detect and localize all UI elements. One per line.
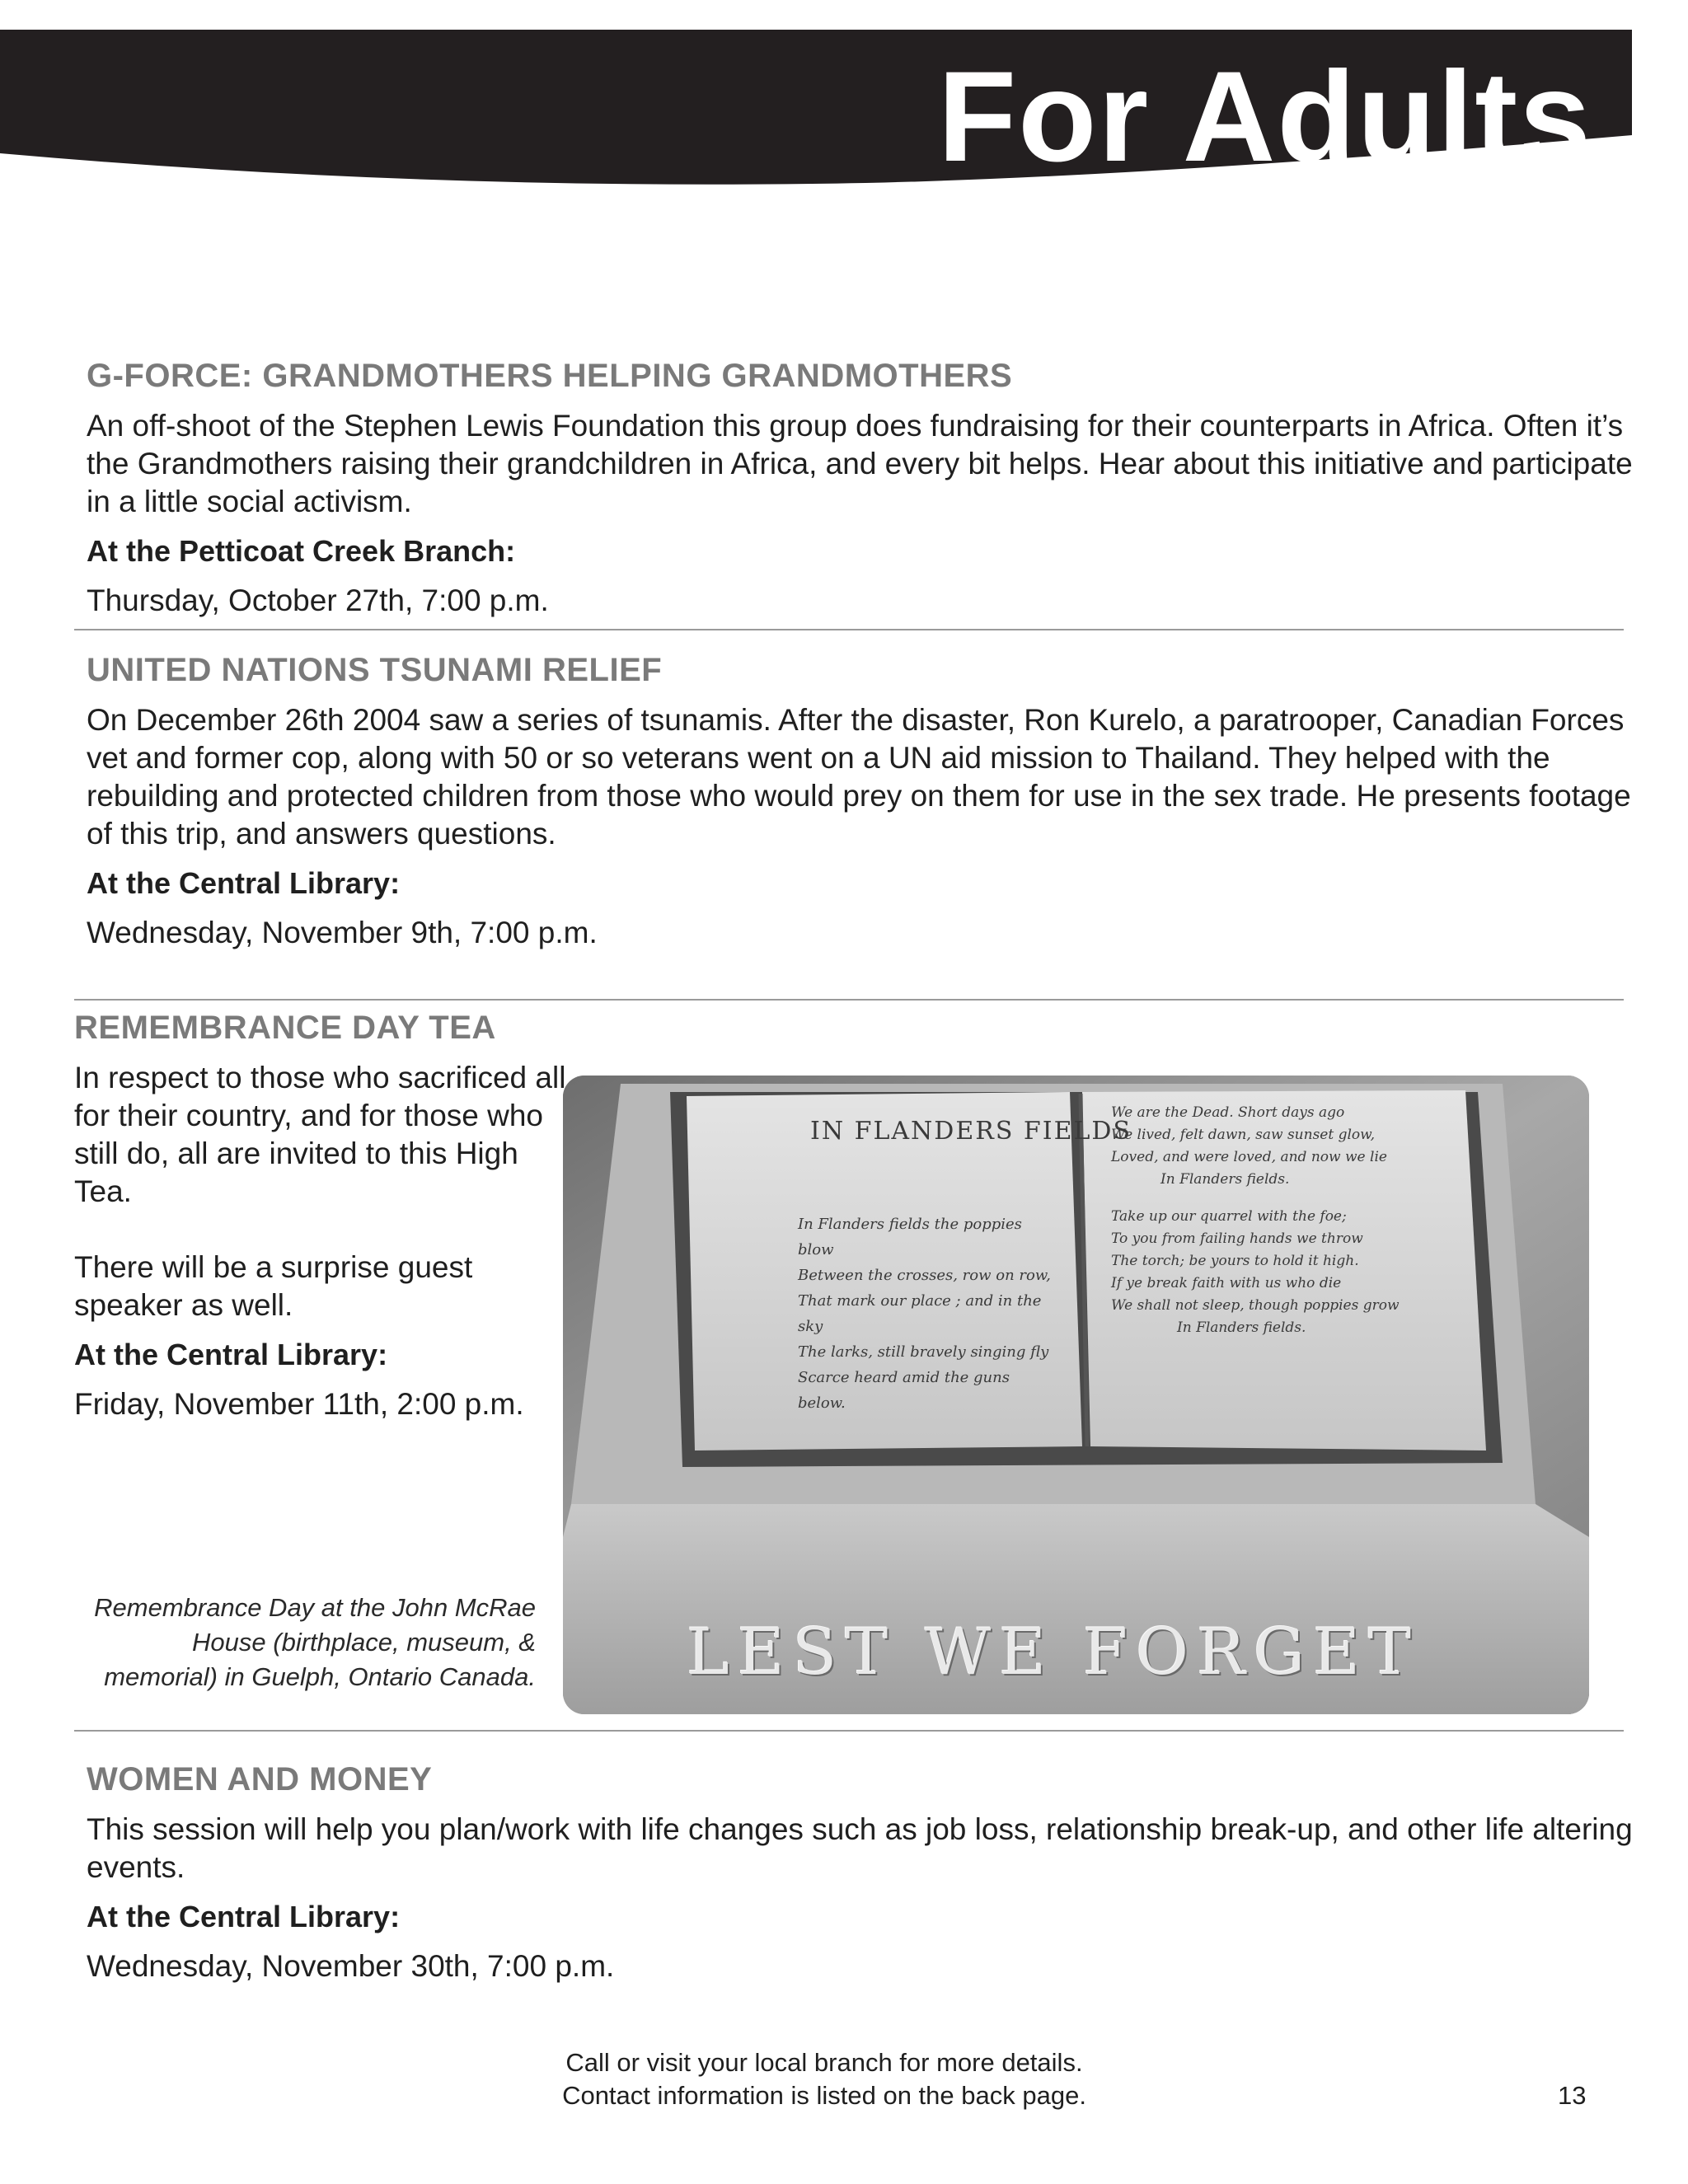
verse-line: Take up our quarrel with the foe;	[1111, 1208, 1347, 1225]
verse-line: We lived, felt dawn, saw sunset glow,	[1111, 1127, 1376, 1143]
divider	[74, 999, 1624, 1001]
event-women-and-money	[87, 1760, 1636, 1985]
book-left-title: IN FLANDERS FIELDS	[810, 1117, 1132, 1146]
divider	[74, 1730, 1624, 1732]
footer	[412, 2046, 1236, 2112]
divider	[74, 629, 1624, 630]
verse-line: In Flanders fields the poppies blow	[798, 1216, 1022, 1258]
footer-line: Call or visit your local branch for more details.	[565, 2048, 1083, 2077]
verse-line: If ye break faith with us who die	[1111, 1275, 1342, 1291]
event-time: Thursday, October 27th, 7:00 p.m.	[87, 583, 549, 617]
event-description: On December 26th 2004 saw a series of tsunamis. After the disaster, Ron Kurelo, a paratrooper, Canadian Forces vet and former cop, along with 50 or so veterans went on a UN aid mission to Thailand. They helped with the rebuilding and protected children from those who would prey on them for use in the sex trade. He presents footage of this trip, and answers questions.	[87, 703, 1631, 851]
verse-line: We shall not sleep, though poppies grow	[1111, 1297, 1400, 1314]
verse-line: In Flanders fields.	[1177, 1319, 1306, 1336]
book-right-verse	[1111, 1102, 1424, 1339]
photo-caption: Remembrance Day at the John McRae House (birthplace, museum, & memorial) in Guelph, Ontario Canada.	[94, 1593, 536, 1691]
event-location: At the Central Library:	[74, 1338, 388, 1371]
verse-line: To you from failing hands we throw	[1111, 1230, 1363, 1247]
verse-line: Scarce heard amid the guns below.	[798, 1369, 1010, 1412]
event-time: Wednesday, November 30th, 7:00 p.m.	[87, 1949, 615, 1983]
verse-line: Loved, and were loved, and now we lie	[1111, 1149, 1387, 1165]
header-banner	[0, 30, 1632, 189]
verse-line: Between the crosses, row on row,	[798, 1267, 1051, 1284]
verse-line: In Flanders fields.	[1160, 1171, 1290, 1188]
event-location: At the Petticoat Creek Branch:	[87, 534, 516, 568]
book-left-verse	[798, 1212, 1062, 1416]
memorial-book-photo	[563, 1076, 1589, 1714]
verse-line: The larks, still bravely singing fly	[798, 1343, 1049, 1361]
event-description: An off-shoot of the Stephen Lewis Foundation this group does fundraising for their counterparts in Africa. Often it’s the Grandmothers raising their grandchildren in Africa, and every bit helps. Hear about this initiative and participate in a little social activism.	[87, 409, 1633, 518]
event-heading: UNITED NATIONS TSUNAMI RELIEF	[87, 652, 663, 688]
verse-line: The torch; be yours to hold it high.	[1111, 1253, 1359, 1269]
event-remembrance-tea	[74, 1008, 569, 1423]
page-title: For Adults	[937, 45, 1592, 189]
memorial-inscription: LEST WE FORGET	[687, 1615, 1419, 1690]
verse-line: That mark our place ; and in the sky	[798, 1292, 1042, 1335]
verse-line: We are the Dead. Short days ago	[1111, 1104, 1345, 1121]
page-number: 13	[1558, 2081, 1587, 2110]
event-description-extra: There will be a surprise guest speaker as well.	[74, 1250, 473, 1322]
event-time: Friday, November 11th, 2:00 p.m.	[74, 1387, 524, 1421]
event-description: In respect to those who sacrificed all for their country, and for those who still do, all are invited to this High Tea.	[74, 1061, 566, 1208]
event-heading: REMEMBRANCE DAY TEA	[74, 1010, 496, 1046]
event-location: At the Central Library:	[87, 1900, 401, 1933]
event-heading: G-FORCE: GRANDMOTHERS HELPING GRANDMOTHERS	[87, 358, 1013, 394]
event-heading: WOMEN AND MONEY	[87, 1761, 433, 1797]
event-description: This session will help you plan/work with life changes such as job loss, relationship break-up, and other life altering events.	[87, 1812, 1633, 1884]
footer-line: Contact information is listed on the back page.	[562, 2081, 1086, 2110]
event-location: At the Central Library:	[87, 866, 401, 900]
event-time: Wednesday, November 9th, 7:00 p.m.	[87, 916, 598, 949]
event-tsunami-relief	[87, 650, 1636, 952]
event-g-force	[87, 356, 1636, 620]
